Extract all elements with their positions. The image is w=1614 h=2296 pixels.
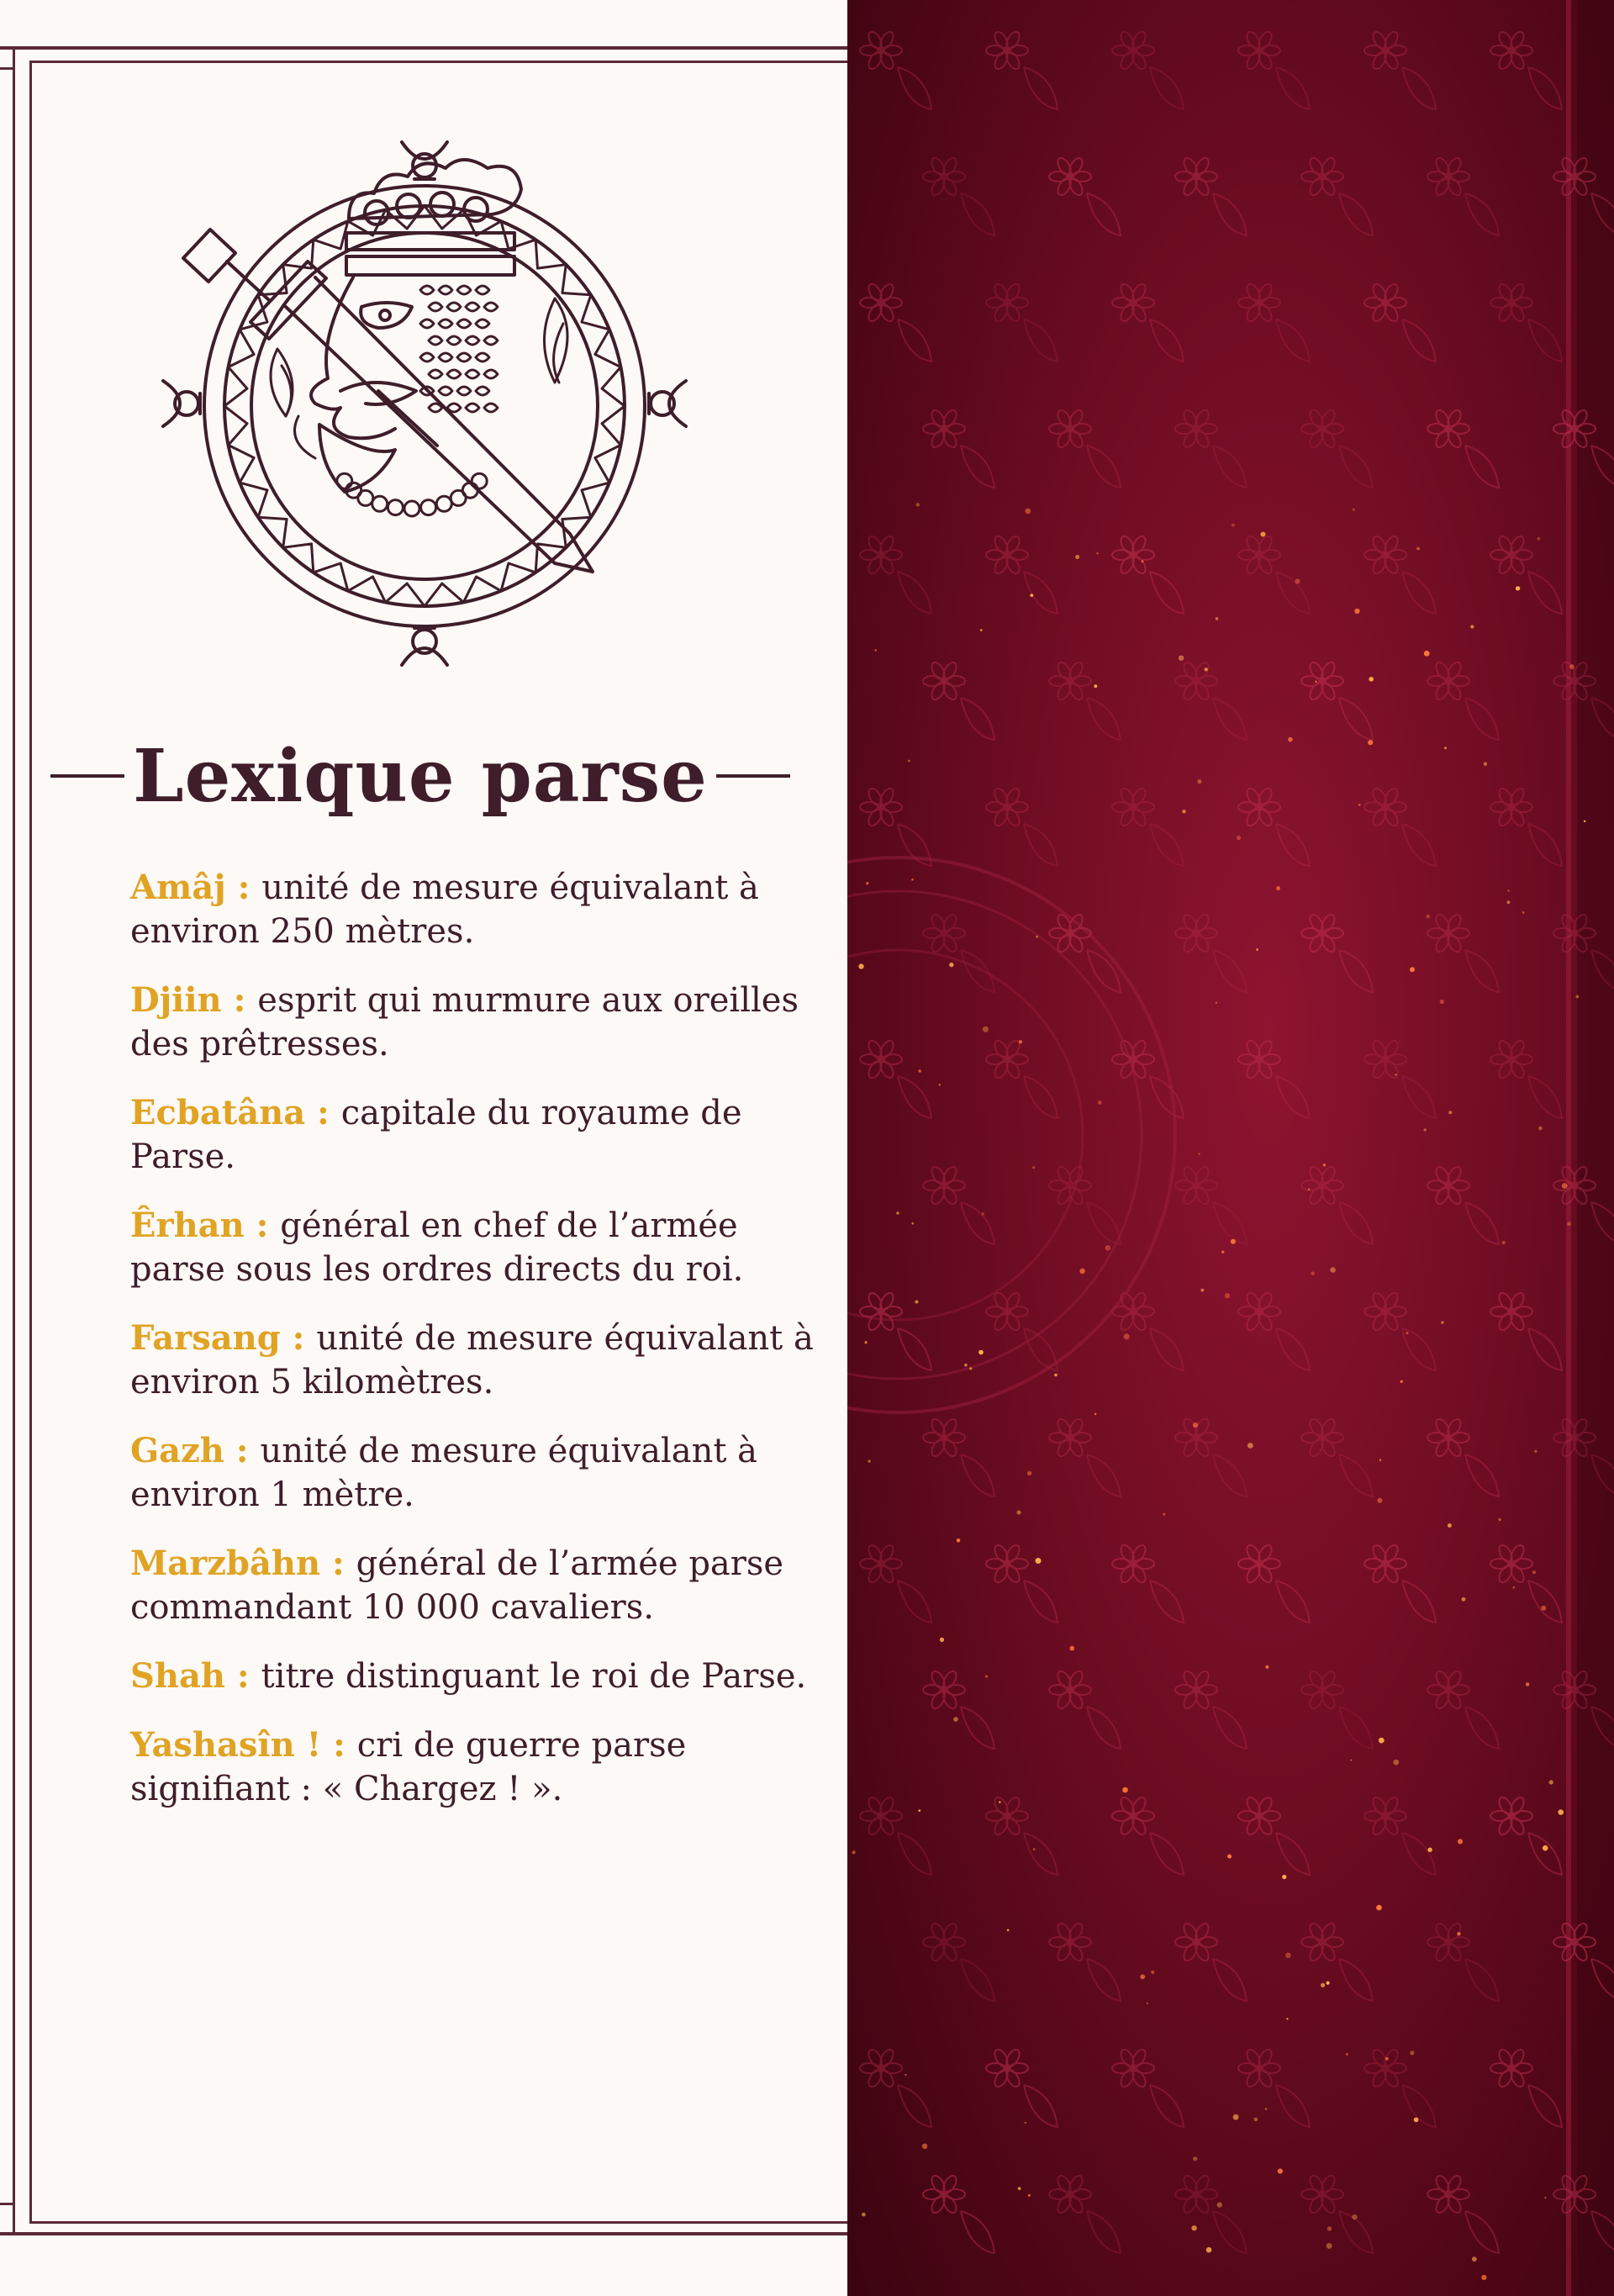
crescent-ornament-icon [649, 381, 686, 426]
term-separator: : [221, 980, 258, 1020]
title-dash-left [50, 774, 124, 778]
term-separator: : [225, 868, 262, 907]
glossary-term: Yashasîn ! [130, 1725, 322, 1765]
glossary-definition: général de l’armée parse commandant 10 000 cavaliers. [130, 1544, 784, 1627]
frame-left-inner [29, 61, 32, 2221]
glossary-entry [130, 1204, 820, 1291]
frame-corner-bl [0, 2203, 15, 2205]
persian-king-medallion-icon [160, 139, 689, 668]
ornamental-velvet-panel [847, 0, 1614, 2296]
floral-damask-pattern [847, 0, 1614, 2296]
term-separator: : [244, 1206, 281, 1245]
glossary-term: Amâj [130, 868, 226, 907]
crescent-ornament-icon [402, 628, 447, 665]
crescent-ornament-icon [163, 381, 200, 426]
glossary-definition: titre distinguant le roi de Parse. [261, 1657, 807, 1696]
term-separator: : [224, 1656, 261, 1696]
glossary-entry [130, 1317, 820, 1404]
glossary-definition: unité de mesure équivalant à environ 5 kilomètres. [130, 1319, 814, 1401]
glossary-definition: cri de guerre parse signifiant : « Chargez ! ». [130, 1726, 687, 1808]
frame-top-outer [0, 46, 847, 50]
glossary-entry [130, 1429, 820, 1517]
glossary-term: Êrhan [130, 1206, 245, 1245]
glossary-entry [130, 1091, 820, 1179]
glossary-definition: général en chef de l’armée parse sous les ordres directs du roi. [130, 1206, 744, 1289]
title-dash-right [716, 774, 790, 778]
term-separator: : [224, 1431, 261, 1470]
glossary-definition: capitale du royaume de Parse. [130, 1094, 742, 1176]
frame-bottom-outer [0, 2232, 847, 2235]
term-separator: : [320, 1544, 356, 1583]
glossary-term: Shah [130, 1656, 225, 1696]
frame-left-outer [13, 46, 15, 2232]
glossary-entry [130, 979, 820, 1066]
glossary-term: Ecbatâna [130, 1093, 306, 1132]
glossary-list [130, 866, 820, 1836]
glossary-term: Gazh [130, 1431, 224, 1470]
glossary-entry [130, 1655, 820, 1698]
frame-top-inner [29, 61, 847, 63]
glossary-definition: unité de mesure équivalant à environ 250 mètres. [130, 868, 759, 951]
frame-corner-tl [0, 67, 15, 70]
glossary-definition: esprit qui murmure aux oreilles des prêtresses. [130, 981, 799, 1064]
glossary-definition: unité de mesure équivalant à environ 1 mètre. [130, 1432, 757, 1514]
page-title: Lexique parse [133, 733, 708, 819]
term-separator: : [321, 1725, 357, 1765]
term-separator: : [280, 1318, 317, 1358]
glossary-term: Marzbâhn [130, 1544, 321, 1583]
glossary-term: Farsang [130, 1318, 281, 1358]
frame-bottom-inner [29, 2221, 847, 2224]
title-row [42, 730, 799, 822]
glossary-term: Djiin [130, 980, 222, 1020]
term-separator: : [305, 1093, 341, 1132]
glossary-entry [130, 866, 820, 953]
glossary-entry [130, 1723, 820, 1811]
glossary-entry [130, 1542, 820, 1629]
